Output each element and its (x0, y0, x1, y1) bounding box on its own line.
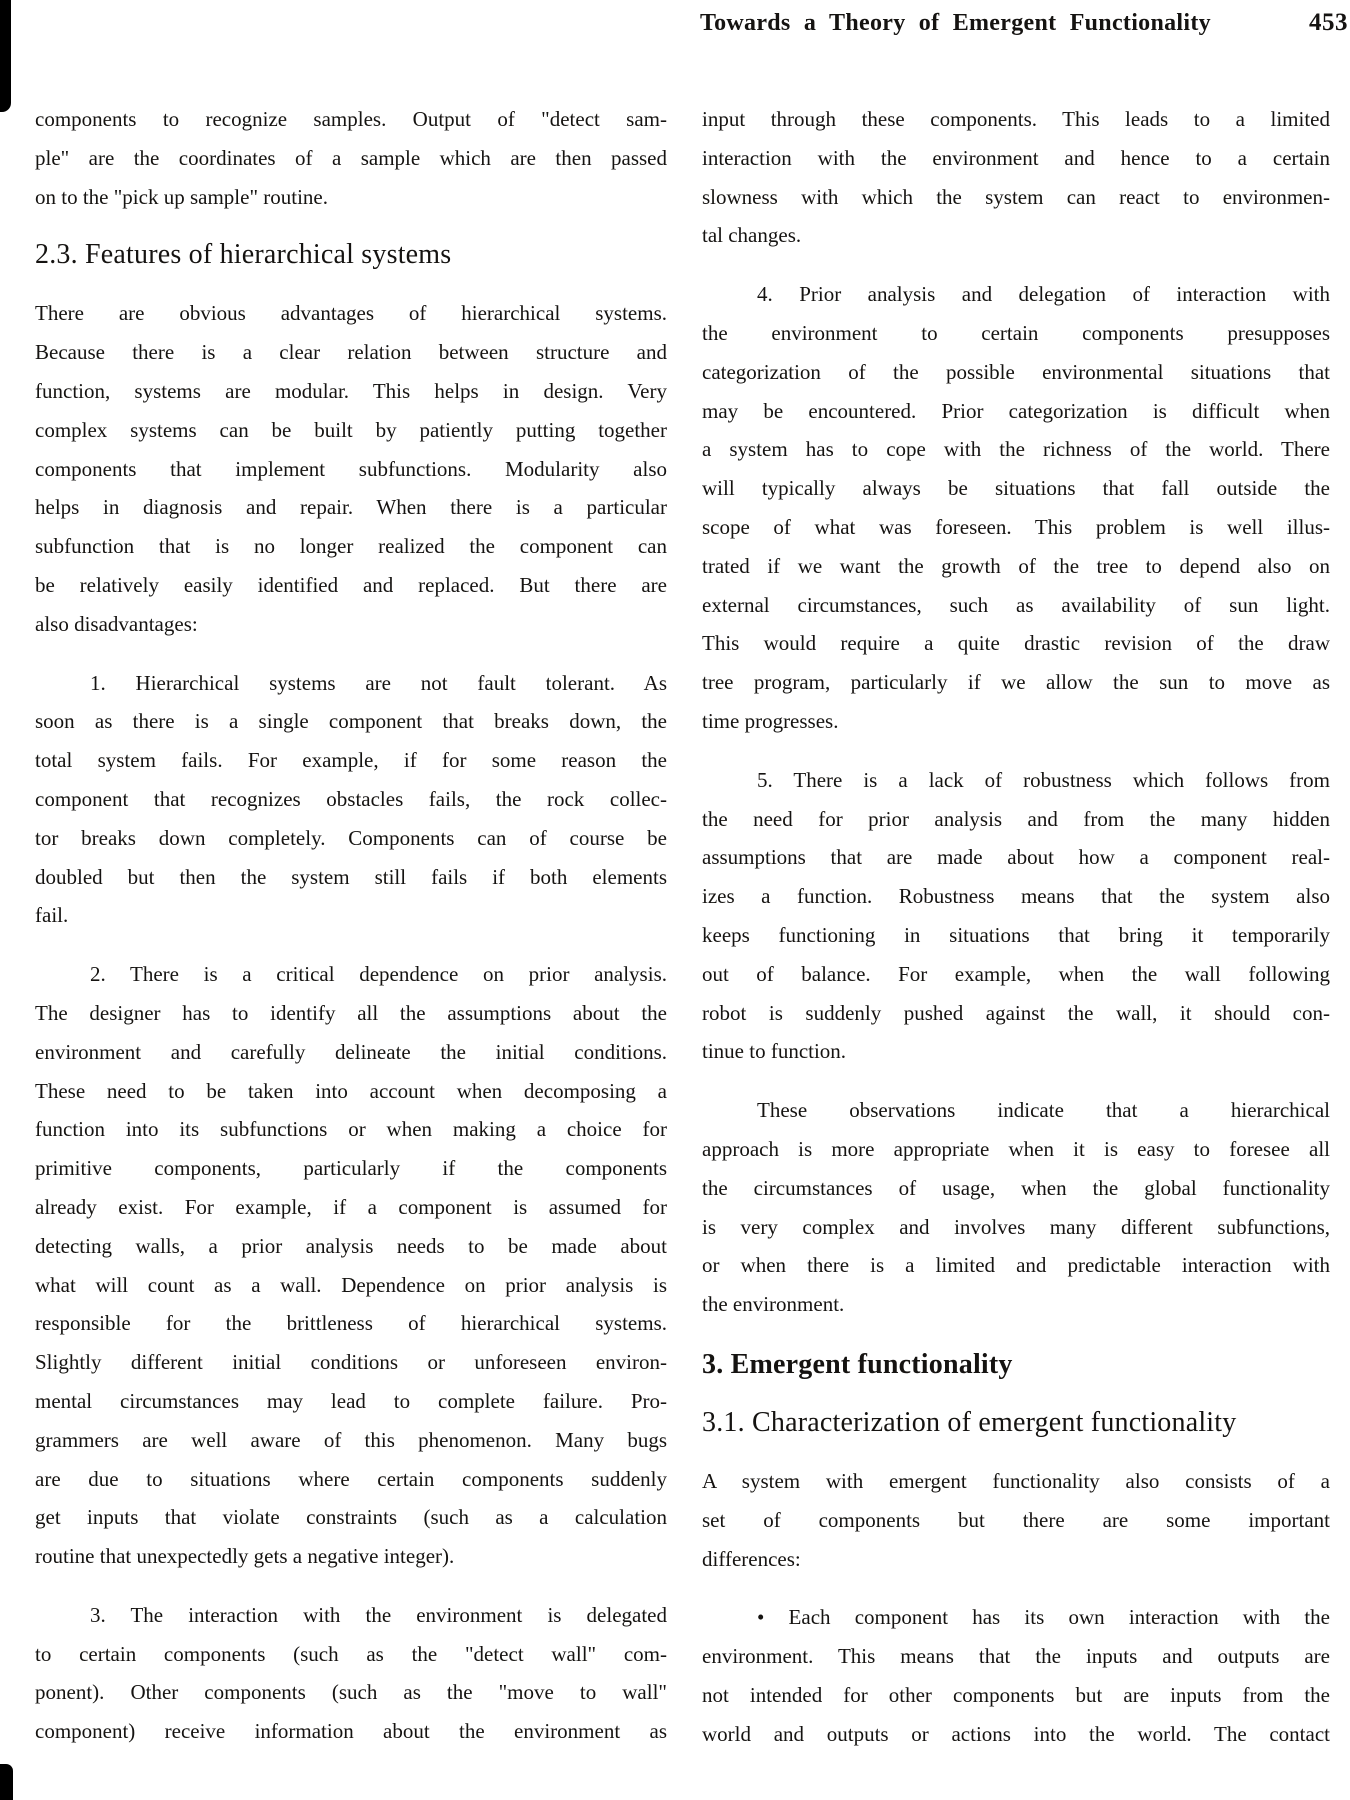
text-line: total system fails. For example, if for some reason the (35, 748, 667, 773)
text-line: The designer has to identify all the assumptions about the (35, 1000, 667, 1025)
section-heading: 3. Emergent functionality (702, 1348, 1013, 1380)
text-line: slowness with which the system can react to environmen- (702, 184, 1330, 209)
text-line: may be encountered. Prior categorization is difficult when (702, 398, 1330, 423)
section-heading: 2.3. Features of hierarchical systems (35, 239, 452, 271)
left-column (35, 100, 667, 1751)
text-line: grammers are well aware of this phenomenon. Many bugs (35, 1427, 667, 1452)
text-line: to certain components (such as the "detect wall" com- (35, 1641, 667, 1666)
text-line: environment. This means that the inputs and outputs are (702, 1644, 1330, 1669)
scan-artifact-top-left (0, 0, 11, 112)
text-line: components to recognize samples. Output of "detect sam- (35, 107, 667, 131)
text-line: Slightly different initial conditions or unforeseen environ- (35, 1350, 667, 1375)
text-line: Because there is a clear relation between structure and (35, 340, 667, 365)
paragraph (35, 100, 667, 216)
text-line: world and outputs or actions into the world. The contact (702, 1721, 1330, 1746)
paragraph (702, 761, 1330, 1071)
text-line: component that recognizes obstacles fails, the rock collec- (35, 786, 667, 811)
paragraph (702, 1462, 1330, 1578)
text-line: get inputs that violate constraints (such as a calculation (35, 1505, 667, 1530)
text-line: • Each component has its own interaction with the (757, 1605, 1330, 1630)
text-line: on to the "pick up sample" routine. (35, 184, 329, 209)
text-line: scope of what was foreseen. This problem is well illus- (702, 514, 1330, 539)
section-heading: 3.1. Characterization of emergent functionality (702, 1406, 1237, 1438)
paragraph (35, 955, 667, 1576)
text-line: input through these components. This leads to a limited (702, 107, 1330, 131)
text-line: is very complex and involves many different subfunctions, (702, 1214, 1330, 1239)
text-line: These need to be taken into account when decomposing a (35, 1078, 667, 1103)
text-line: interaction with the environment and hence to a certain (702, 145, 1330, 170)
text-line: tinue to function. (702, 1039, 847, 1064)
text-line: 1. Hierarchical systems are not fault tolerant. As (90, 670, 667, 695)
text-line: function into its subfunctions or when making a choice for (35, 1117, 667, 1142)
paragraph (35, 294, 667, 643)
text-line: trated if we want the growth of the tree to depend also on (702, 553, 1330, 578)
text-line: A system with emergent functionality also consists of a (702, 1468, 1330, 1493)
text-line: complex systems can be built by patiently putting together (35, 417, 667, 442)
text-line: time progresses. (702, 708, 839, 733)
text-line: 5. There is a lack of robustness which follows from (757, 767, 1330, 792)
text-line: soon as there is a single component that breaks down, the (35, 709, 667, 734)
right-column (702, 100, 1330, 1753)
text-line: routine that unexpectedly gets a negative integer). (35, 1544, 455, 1569)
text-line: the circumstances of usage, when the global functionality (702, 1175, 1330, 1200)
text-line: what will count as a wall. Dependence on prior analysis is (35, 1272, 667, 1297)
text-line: responsible for the brittleness of hierarchical systems. (35, 1311, 667, 1336)
text-line: tree program, particularly if we allow the sun to move as (702, 670, 1330, 695)
text-line: ple" are the coordinates of a sample which are then passed (35, 145, 667, 170)
text-line: detecting walls, a prior analysis needs to be made about (35, 1233, 667, 1258)
text-line: the environment. (702, 1292, 845, 1317)
text-line: subfunction that is no longer realized the component can (35, 534, 667, 559)
paragraph (702, 275, 1330, 741)
text-line: or when there is a limited and predictable interaction with (702, 1253, 1330, 1278)
text-line: ponent). Other components (such as the "move to wall" (35, 1680, 667, 1705)
text-line: 3. The interaction with the environment is delegated (90, 1602, 667, 1627)
paragraph (702, 100, 1330, 255)
text-line: already exist. For example, if a component is assumed for (35, 1194, 667, 1219)
paragraph (35, 664, 667, 936)
text-line: are due to situations where certain components suddenly (35, 1466, 667, 1491)
text-line: environment and carefully delineate the initial conditions. (35, 1039, 667, 1064)
text-line: mental circumstances may lead to complete failure. Pro- (35, 1388, 667, 1413)
text-line: tal changes. (702, 223, 802, 248)
text-line: izes a function. Robustness means that the system also (702, 884, 1330, 909)
paragraph (702, 1598, 1330, 1753)
text-line: keeps functioning in situations that bring it temporarily (702, 922, 1330, 947)
text-line: be relatively easily identified and replaced. But there are (35, 572, 667, 597)
text-line: will typically always be situations that fall outside the (702, 476, 1330, 501)
text-line: out of balance. For example, when the wall following (702, 961, 1330, 986)
text-line: tor breaks down completely. Components can of course be (35, 825, 667, 850)
text-line: primitive components, particularly if the components (35, 1156, 667, 1181)
text-line: the environment to certain components presupposes (702, 320, 1330, 345)
text-line: 2. There is a critical dependence on prior analysis. (90, 962, 667, 987)
text-line: a system has to cope with the richness of the world. There (702, 437, 1330, 462)
text-line: component) receive information about the environment as (35, 1719, 667, 1744)
page-number: 453 (1309, 9, 1348, 36)
text-line: This would require a quite drastic revision of the draw (702, 631, 1330, 656)
paragraph (35, 1596, 667, 1751)
text-line: doubled but then the system still fails if both elements (35, 864, 667, 889)
text-line: There are obvious advantages of hierarchical systems. (35, 301, 667, 326)
text-line: assumptions that are made about how a component real- (702, 845, 1330, 870)
text-line: also disadvantages: (35, 611, 198, 636)
text-line: fail. (35, 903, 69, 928)
text-line: differences: (702, 1546, 801, 1571)
text-line: set of components but there are some important (702, 1507, 1330, 1532)
running-title: Towards a Theory of Emergent Functionality (700, 10, 1211, 36)
text-line: robot is suddenly pushed against the wall, it should con- (702, 1000, 1330, 1025)
text-line: These observations indicate that a hierarchical (757, 1098, 1330, 1123)
scan-artifact-bottom-left (0, 1764, 13, 1800)
page-header (700, 8, 1348, 38)
paragraph (702, 1091, 1330, 1324)
text-line: categorization of the possible environmental situations that (702, 359, 1330, 384)
text-line: helps in diagnosis and repair. When there is a particular (35, 495, 667, 520)
text-line: the need for prior analysis and from the many hidden (702, 806, 1330, 831)
text-line: approach is more appropriate when it is easy to foresee all (702, 1136, 1330, 1161)
text-line: function, systems are modular. This helps in design. Very (35, 378, 667, 403)
text-line: 4. Prior analysis and delegation of interaction with (757, 282, 1330, 307)
text-line: not intended for other components but are inputs from the (702, 1682, 1330, 1707)
text-line: components that implement subfunctions. Modularity also (35, 456, 667, 481)
text-line: external circumstances, such as availability of sun light. (702, 592, 1330, 617)
